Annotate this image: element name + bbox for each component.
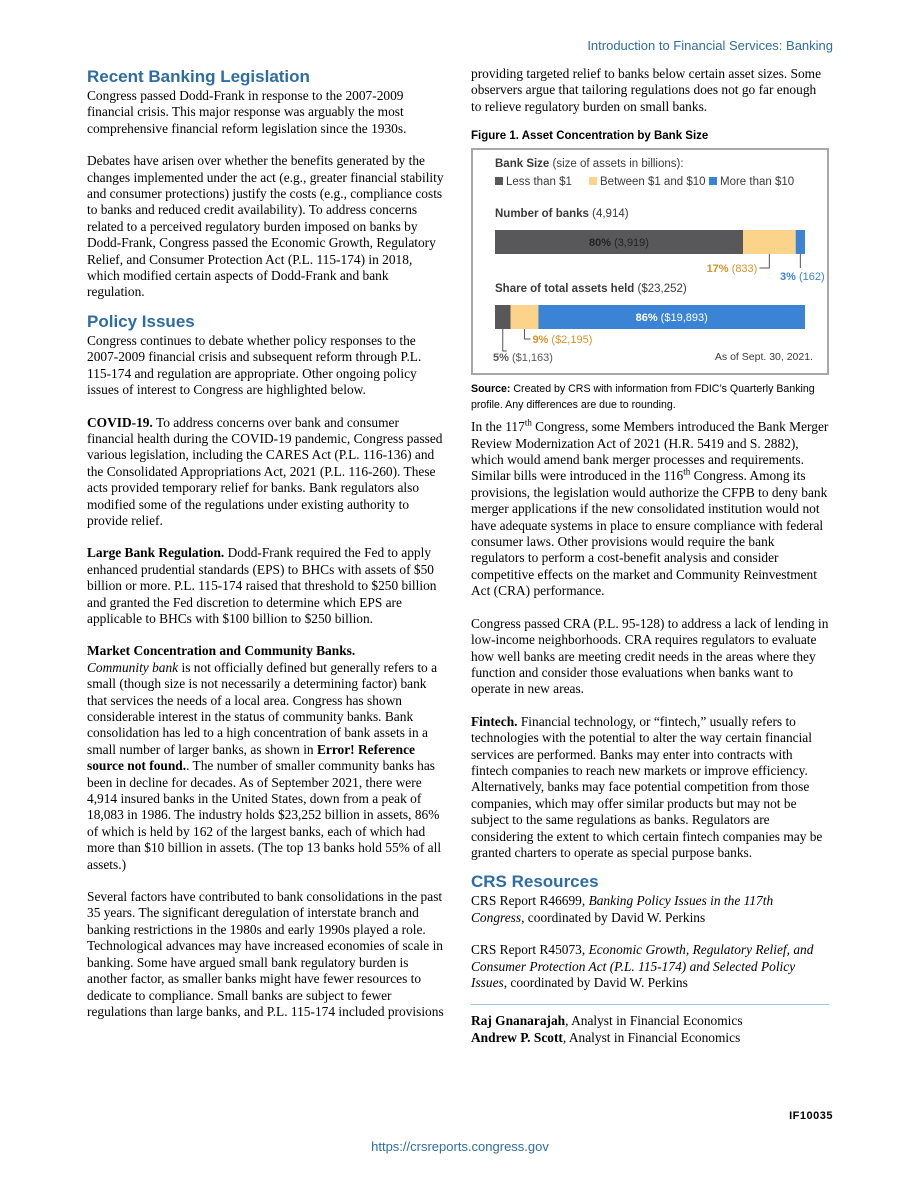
large-bank-text: Dodd-Frank required the Fed to apply enhanced prudential standards (EPS) to BHCs with assets of $50 billion or more. P.L. 115-174 raised that threshold to $250 billion and granted the Fed discretion to determine which EPS are applicable to BHCs with $100 billion to $250 billion. [87, 545, 437, 626]
legend-item-2: More than $10 [720, 176, 795, 189]
legend-swatch-1 [589, 177, 597, 185]
section-heading-resources: CRS Resources [471, 872, 599, 892]
resource-1 [471, 893, 829, 926]
as-of-note: As of Sept. 30, 2021. [714, 351, 813, 364]
large-bank-lead: Large Bank Regulation. [87, 545, 225, 561]
author-1 [471, 1013, 829, 1029]
figure-asset-concentration [471, 148, 829, 375]
legend-title-rest: (size of assets in billions): [549, 158, 684, 171]
source-text: Created by CRS with information from FDIC’s Quarterly Banking profile. Any differences are due to rounding. [471, 383, 815, 412]
author-2-name: Andrew P. Scott [471, 1029, 563, 1045]
merger-text-a: In the 117 [471, 419, 525, 435]
right-column [471, 66, 829, 1046]
paragraph-legislation-1: Congress passed Dodd-Frank in response to the 2007-2009 financial crisis. This major response was arguably the most comprehensive financial reform legislation since the 1930s. [87, 88, 407, 136]
data-label-1-1: 9% ($2,195) [532, 334, 593, 347]
callout-line-1-1 [524, 329, 530, 339]
series-label-share-of-assets: Share of total assets held ($23,252) [495, 283, 687, 296]
paragraph-market-concentration [87, 643, 445, 873]
legend-title-bold: Bank Size [495, 158, 550, 171]
resource-1-prefix: CRS Report R46699, [471, 893, 589, 909]
paragraph-legislation-2: Debates have arisen over whether the benefits generated by the changes implemented under the act (e.g., greater financial stability and consumer protections) justify the costs (e.g., compliance costs to banks and reduced credit availability). To address concerns related to a perceived regulatory burden imposed on banks by Dodd-Frank, Congress passed the Economic Growth, Regulatory Relief, and Consumer Protection Act (P.L. 115-174) in 2018, which modified certain aspects of Dodd-Frank and bank regulation. [87, 153, 444, 300]
bar-segment-1-1 [511, 305, 539, 329]
series-label-number-of-banks: Number of banks (4,914) [495, 208, 629, 221]
bar-segment-0-2 [796, 230, 805, 254]
resource-1-title: Banking Policy Issues in the 117th Congress [471, 893, 774, 925]
merger-text-b: Congress, some Members introduced the Bank Merger Review Modernization Act of 2021 (H.R. 5419 and S. 2882), which would amend bank merger processes and requirements. Similar bills were introduced in the 116 [471, 419, 829, 484]
paragraph-cra: Congress passed CRA (P.L. 95-128) to address a lack of lending in low-income neighborhoods. CRA requires regulators to evaluate how well banks are meeting credit needs in the areas where they function and consider those evaluations when banks want to operate in new areas. [471, 615, 829, 697]
paragraph-factors: Several factors have contributed to bank consolidations in the past 35 years. The significant deregulation of interstate branch and banking restrictions in the 1980s and early 1990s played a role. Technological advances may have increased economies of scale in banking. Some have argued small bank regulatory burden is another factor, as smaller banks might have fewer resources to dedicate to compliance. Small banks are subject to fewer regulations than large banks, and P.L. 115-174 included provisions [87, 889, 444, 1019]
covid-text: To address concerns over bank and consumer financial health during the COVID-19 pandemic, Congress passed various legislation, including the CARES Act (P.L. 116-136) and the Consolidated Appropriations Act, 2021 (P.L. 116-260). These acts provided temporary relief for banks. Bank regulators also modified some of the regulations under existing authority to provide relief. [87, 414, 443, 528]
callout-line-0-1 [759, 254, 769, 268]
running-header: Introduction to Financial Services: Banking [587, 38, 833, 53]
merger-text-c: Congress. Among its provisions, the legislation would authorize the CFPB to deny bank merger applications if the new consolidated institution would not have adequate systems in place to ensure compliance with federal consumer laws. Other provisions would require the bank regulators to perform a cost-benefit analysis and consider competitive effects on the market and Community Reinvestment Act (CRA) performance. [471, 468, 828, 599]
fintech-text: Financial technology, or “fintech,” usually refers to technologies with the potential to alter the way certain financial services are performed. Banks may enter into contracts with fintech companies to reach new markets or improve efficiency. Alternatively, banks may face potential competition from those companies, which may offer similar products but may not be subject to the same regulations as banks. Regulators are considering the extent to which certain fintech companies may be granted charters to operate as special purpose banks. [471, 713, 823, 860]
community-bank-term: Community bank [87, 659, 179, 675]
report-id: IF10035 [789, 1110, 833, 1122]
legend-swatch-2 [709, 177, 717, 185]
paragraph-covid [87, 415, 445, 530]
figure-caption: Figure 1. Asset Concentration by Bank Size [471, 130, 709, 143]
author-1-name: Raj Gnanarajah [471, 1013, 566, 1029]
data-label-1-2: 86% ($19,893) [635, 312, 708, 325]
bar-segment-1-0 [495, 305, 511, 329]
left-column [87, 66, 445, 1020]
covid-lead: COVID-19. [87, 414, 153, 430]
author-2-role: , Analyst in Financial Economics [562, 1029, 741, 1045]
source-label: Source: [471, 383, 511, 396]
resource-2-suffix: , coordinated by David W. Perkins [503, 975, 688, 990]
asset-concentration-chart [473, 150, 827, 373]
paragraph-large-bank [87, 545, 445, 627]
paragraph-fintech [471, 714, 829, 862]
section-heading-policy: Policy Issues [87, 311, 195, 331]
resource-2 [471, 942, 829, 991]
market-lead: Market Concentration and Community Banks. [87, 643, 356, 659]
legend-item-1: Between $1 and $10 [600, 176, 706, 189]
fintech-lead: Fintech. [471, 713, 518, 729]
callout-line-1-0 [503, 329, 507, 351]
reference-error: Error! Reference source not found. [87, 741, 415, 774]
paragraph-merger [471, 419, 829, 599]
data-label-0-0: 80% (3,919) [589, 237, 649, 250]
paragraph-continued: providing targeted relief to banks below certain asset sizes. Some observers argue that tailoring regulations does not go far enough to relieve regulatory burden on small banks. [471, 66, 822, 114]
legend-swatch-0 [495, 177, 503, 185]
figure-source [471, 381, 829, 413]
data-label-0-1: 17% (833) [706, 263, 758, 276]
data-label-0-2: 3% (162) [780, 271, 825, 284]
merger-sup-2: th [683, 466, 691, 477]
merger-sup-1: th [524, 417, 532, 428]
data-label-1-0: 5% ($1,163) [493, 352, 553, 365]
legend-title [495, 158, 684, 170]
resource-1-suffix: , coordinated by David W. Perkins [521, 909, 706, 925]
resource-2-prefix: CRS Report R45073, [471, 942, 589, 958]
bar-segment-0-1 [743, 230, 796, 254]
resource-2-title: Economic Growth, Regulatory Relief, and Consumer Protection Act (P.L. 115-174) and Selected Policy Issues [471, 942, 814, 990]
market-text-2: . The number of smaller community banks has been in decline for decades. As of September 2021, there were 4,914 insured banks in the United States, down from a peak of 18,083 in 1986. The industry holds $23,252 billion in assets, 86% of which is held by 162 of the largest banks, each of which had more than $10 billion in assets. (The top 13 banks hold 55% of all assets.) [87, 758, 442, 872]
bar-number-of-banks [495, 230, 825, 283]
author-2 [471, 1030, 829, 1046]
legend-item-0: Less than $1 [506, 176, 572, 189]
footer-url[interactable]: https://crsreports.congress.gov [371, 1139, 549, 1154]
author-divider [471, 1004, 829, 1005]
author-1-role: , Analyst in Financial Economics [565, 1013, 743, 1029]
section-heading-legislation: Recent Banking Legislation [87, 67, 310, 86]
legend [495, 176, 794, 188]
paragraph-policy: Congress continues to debate whether policy responses to the 2007-2009 financial crisis and subsequent reform through P.L. 115-174 and regulation are appropriate. Other ongoing policy issues of interest to Congress are highlighted below. [87, 332, 422, 398]
market-text-1: is not officially defined but generally refers to a small (though size is not necessarily a determining factor) bank that services the needs of a local area. Congress has shown considerable interest in the status of community banks. Bank consolidation has led to a high concentration of bank assets in a small number of larger banks, as shown in [87, 659, 438, 757]
